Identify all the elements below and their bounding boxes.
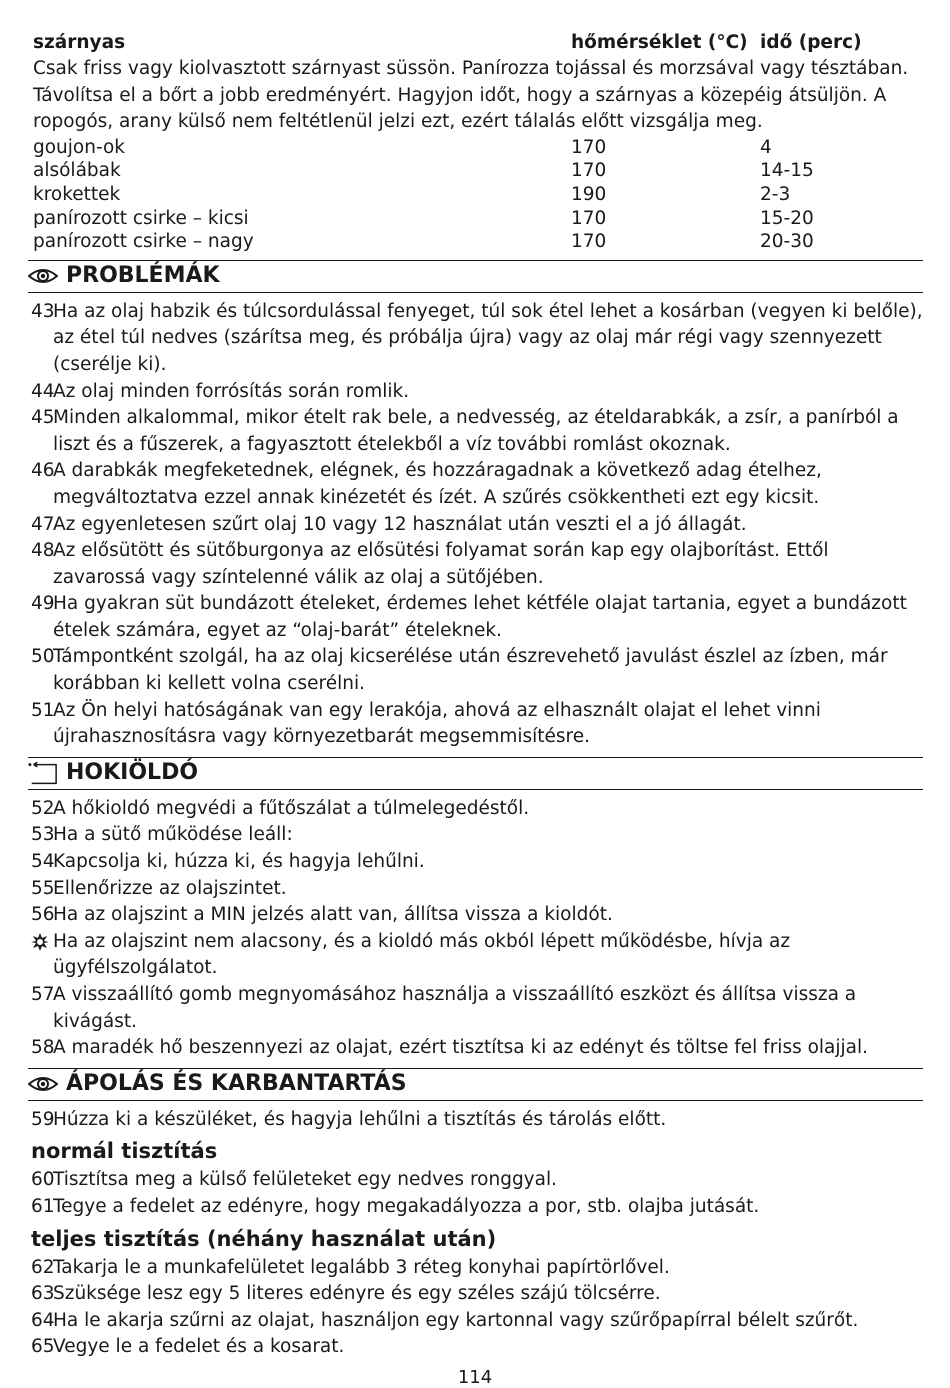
col-header-temperature: hőmérséklet (°C) [571, 32, 748, 53]
item-number: 58 [31, 1037, 55, 1059]
section-title: HOKIÖLDÓ [66, 760, 199, 786]
item-number: 59 [31, 1108, 55, 1130]
item-text: Tegye a fedelet az edényre, hogy megakadályozza a por, stb. olajba jutását. [53, 1195, 760, 1217]
list-item [33, 1281, 923, 1308]
item-number: 43 [31, 300, 55, 322]
item-number: 57 [31, 984, 55, 1005]
table-row [33, 159, 923, 183]
item-number: 49 [31, 593, 55, 615]
table-row [33, 136, 923, 160]
item-text: Ha az olajszint nem alacsony, és a kioldó más okból lépett működésbe, hívja az ügyfélszolgálatot. [53, 930, 791, 979]
list-item [33, 644, 923, 697]
item-text: Ha gyakran süt bundázott ételeket, érdemes lehet kétféle olajat tartania, egyet a bundázott ételek számára, egyet az “olaj-barát” ételeknek. [53, 593, 907, 641]
cell-temp: 190 [571, 183, 607, 205]
item-text: Az elősütött és sütőburgonya az elősütési folyamat során kap egy olajborítást. Ettől zavarossá vagy színtelenné válik az olaj a sütőjében. [53, 540, 829, 588]
list-item [33, 299, 923, 379]
item-text: Ha le akarja szűrni az olajat, használjon egy kartonnal vagy szűrőpapírral bélelt szűrőt. [53, 1309, 859, 1331]
list-item [33, 902, 923, 929]
cell-temp: 170 [571, 231, 607, 253]
item-text: Az Ön helyi hatóságának van egy lerakója, ahová az elhasznált olajat el lehet vinni újrahasznosításra vagy környezetbarát megsemmisítésre. [53, 699, 821, 748]
list-item [33, 1308, 923, 1335]
list-item [33, 512, 923, 539]
item-number: 47 [31, 513, 55, 535]
list-item [33, 458, 923, 511]
item-number: 46 [31, 460, 55, 482]
item-number: 50 [31, 646, 55, 668]
table-header [33, 30, 923, 56]
list-item [33, 849, 923, 876]
list-item [33, 796, 923, 823]
item-number: 61 [31, 1195, 55, 1217]
eye-icon [28, 1075, 58, 1093]
list-item [33, 1255, 923, 1282]
list-item [33, 591, 923, 644]
item-number: 60 [31, 1169, 55, 1191]
item-text: Az olaj minden forrósítás során romlik. [53, 380, 410, 402]
list-item [33, 1167, 923, 1194]
table-row [33, 207, 923, 231]
cell-food: krokettek [33, 183, 121, 205]
item-text: Támpontként szolgál, ha az olaj kicserélése után észrevehető javulást észlel az ízben, már korábban ki kellett volna cserélni. [53, 646, 888, 695]
item-number: 65 [31, 1336, 55, 1358]
item-text: Ellenőrizze az olajszintet. [53, 877, 287, 899]
warning-star-icon [31, 929, 53, 982]
item-text: Kapcsolja ki, húzza ki, és hagyja lehűlni. [53, 851, 425, 873]
cell-food: panírozott csirke – nagy [33, 231, 254, 253]
cell-time: 15-20 [760, 207, 814, 229]
cell-time: 20-30 [760, 231, 814, 253]
subheading-normal-cleaning: normál tisztítás [31, 1139, 218, 1164]
item-number: 64 [31, 1309, 55, 1331]
section-title: ÁPOLÁS ÉS KARBANTARTÁS [66, 1070, 407, 1096]
item-number: 54 [31, 851, 55, 873]
list-item [33, 876, 923, 903]
problems-list [33, 299, 923, 751]
cell-temp: 170 [571, 160, 607, 182]
item-number: 52 [31, 797, 55, 819]
list-item [33, 538, 923, 591]
list-item [33, 982, 923, 1035]
item-number: 55 [31, 877, 55, 899]
list-item [33, 1107, 923, 1134]
cell-time: 14-15 [760, 160, 814, 182]
item-text: A maradék hő beszennyezi az olajat, ezért tisztítsa ki az edényt és töltse fel friss olajjal. [53, 1037, 869, 1059]
item-text: A darabkák megfeketednek, elégnek, és hozzáragadnak a következő adag ételhez, megváltoztatva ezzel annak kinézetét és ízét. A szűrés csökkentheti ezt egy kicsit. [53, 460, 822, 508]
item-text: Ha az olajszint a MIN jelzés alatt van, állítsa vissza a kioldót. [53, 904, 613, 926]
col-header-food: szárnyas [33, 32, 126, 53]
table-row [33, 230, 923, 254]
item-number: 51 [31, 699, 55, 721]
reset-trip-icon [28, 761, 58, 785]
item-number: 62 [31, 1256, 55, 1278]
item-text: Vegye le a fedelet és a kosarat. [53, 1336, 345, 1358]
page-number: 114 [457, 1367, 493, 1388]
item-number: 48 [31, 540, 55, 562]
cell-food: goujon-ok [33, 136, 126, 158]
table-row [33, 183, 923, 207]
item-text: Szüksége lesz egy 5 literes edényre és egy széles szájú tölcsérre. [53, 1283, 661, 1305]
list-item [33, 405, 923, 458]
cell-food: alsólábak [33, 160, 121, 182]
section-header-care [28, 1068, 923, 1101]
section-header-cutout [28, 757, 923, 790]
item-number: 44 [31, 380, 55, 402]
cutout-list [33, 796, 923, 1062]
cell-time: 2-3 [760, 183, 791, 205]
item-number: 63 [31, 1283, 55, 1305]
item-number: 56 [31, 904, 55, 926]
item-text: Ha a sütő működése leáll: [53, 824, 293, 846]
item-text: Ha az olaj habzik és túlcsordulással fenyeget, túl sok étel lehet a kosárban (vegyen ki belőle), az étel túl nedves (szárítsa meg, és próbálja újra) vagy az olaj már régi vagy szennyezett (cserélje ki). [53, 300, 923, 375]
item-text: A hőkioldó megvédi a fűtőszálat a túlmelegedéstől. [53, 797, 530, 819]
item-number: 45 [31, 407, 55, 429]
list-item [33, 1194, 923, 1221]
poultry-intro: Csak friss vagy kiolvasztott szárnyast süssön. Panírozza tojással és morzsával vagy tésztában. Távolítsa el a bőrt a jobb eredményért. Hagyjon időt, hogy a szárnyas a közepéig átsüljön. A ropogós, arany külső nem feltétlenül jelzi ezt, ezért tálalás előtt vizsgálja meg. [33, 58, 909, 133]
cell-temp: 170 [571, 136, 607, 158]
cell-time: 4 [760, 136, 772, 158]
cooking-table [33, 136, 923, 254]
list-item [33, 1035, 923, 1062]
cell-food: panírozott csirke – kicsi [33, 207, 249, 229]
list-item [33, 929, 923, 982]
list-item [33, 822, 923, 849]
subheading-full-cleaning: teljes tisztítás (néhány használat után) [31, 1226, 497, 1251]
cell-temp: 170 [571, 207, 607, 229]
eye-icon [28, 267, 58, 285]
item-text: Takarja le a munkafelületet legalább 3 réteg konyhai papírtörlővel. [53, 1256, 670, 1278]
list-item [33, 698, 923, 751]
col-header-time: idő (perc) [760, 32, 862, 53]
list-item [33, 1334, 923, 1361]
item-text: Minden alkalommal, mikor ételt rak bele, a nedvesség, az ételdarabkák, a zsír, a panírból a liszt és a fűszerek, a fagyasztott ételekből a víz további romlást okoznak. [53, 407, 899, 455]
item-text: Húzza ki a készüléket, és hagyja lehűlni a tisztítás és tárolás előtt. [53, 1108, 667, 1130]
item-text: Az egyenletesen szűrt olaj 10 vagy 12 használat után veszti el a jó állagát. [53, 513, 747, 535]
item-text: A visszaállító gomb megnyomásához használja a visszaállító eszközt és állítsa vissza a kivágást. [53, 984, 857, 1032]
document-page [33, 30, 923, 1361]
section-title: PROBLÉMÁK [66, 262, 220, 288]
item-number: 53 [31, 824, 55, 846]
section-header-problems [28, 260, 923, 293]
list-item [33, 379, 923, 406]
item-text: Tisztítsa meg a külső felületeket egy nedves ronggyal. [53, 1169, 557, 1191]
